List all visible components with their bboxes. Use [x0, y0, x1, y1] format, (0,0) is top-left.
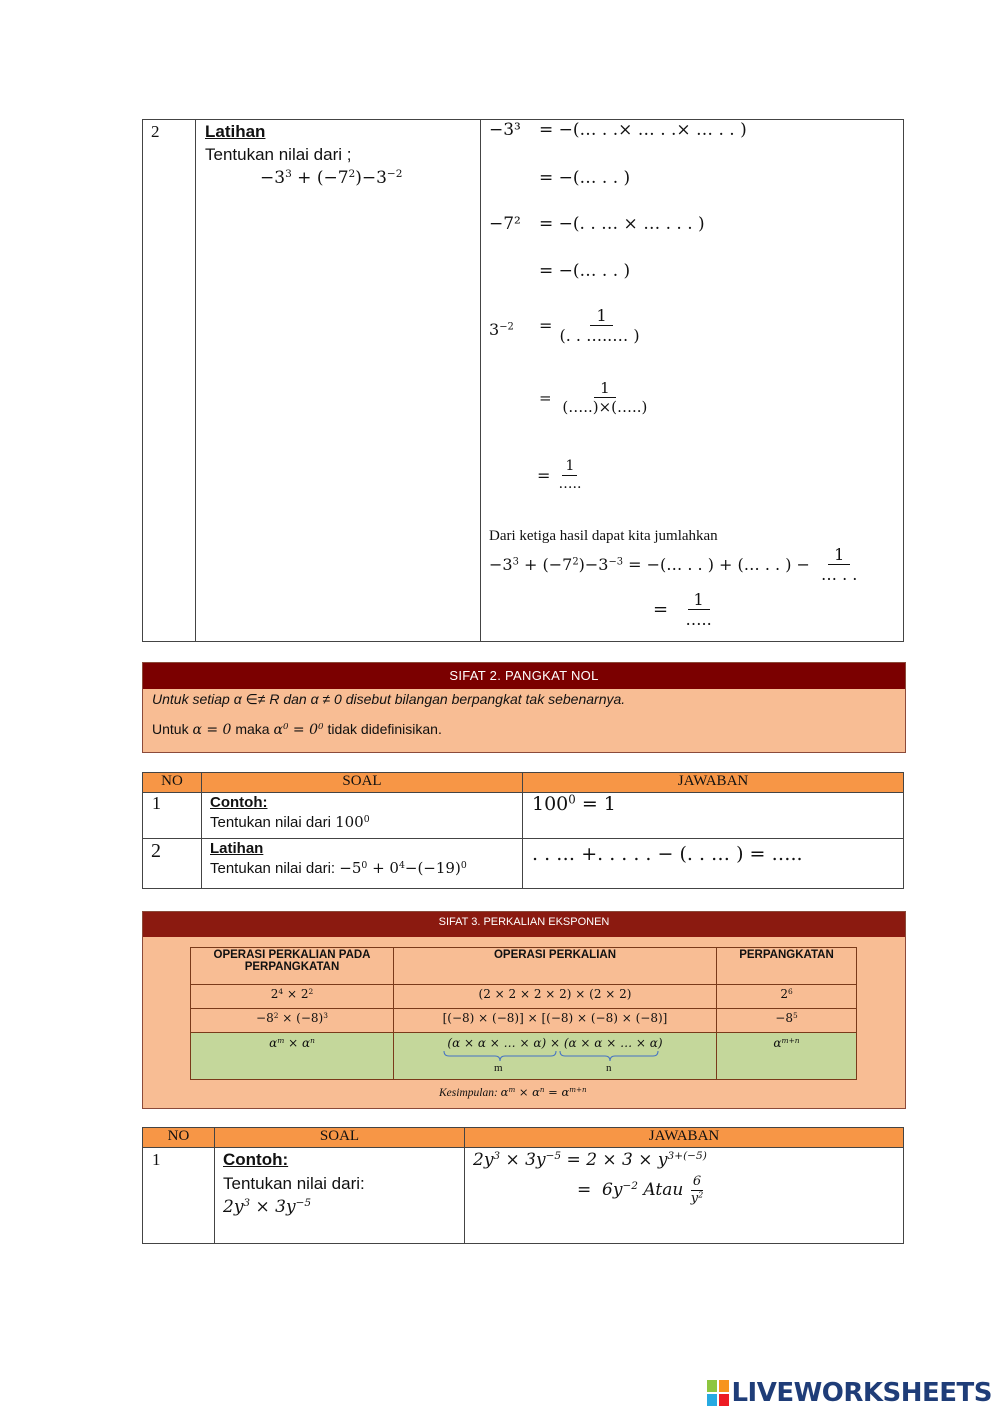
inner-r2-c2: (2 × 2 × 2 × 2) × (2 × 2) [394, 985, 717, 1009]
final-result: = $\frac{1}{\dots..}$ [653, 590, 718, 629]
inner-r2-c1: $2^4 \times 2^2$ [191, 985, 394, 1009]
sifat3-header: SIFAT 3. PERKALIAN EKSPONEN [143, 912, 905, 937]
step-rhs-4[interactable]: = −(… . . ) [539, 261, 631, 281]
step-rhs-2[interactable]: = −(… . . ) [539, 168, 631, 188]
sifat3-inner-table [190, 947, 857, 1080]
sifat2-line2-suffix: tidak didefinisikan. [327, 721, 442, 737]
sum-frac-num: 1 [828, 545, 850, 565]
contoh-label: Contoh: [210, 794, 268, 811]
header-no: NO [143, 1128, 215, 1148]
fraction-step-2: = $\frac{1}{(\dots..)\times(\dots..)}$ [539, 379, 653, 416]
header-soal: SOAL [215, 1128, 465, 1148]
header-no: NO [143, 773, 202, 793]
contoh-label: Contoh: [223, 1150, 289, 1169]
inner-header-2: OPERASI PERKALIAN [394, 948, 717, 985]
inner-r3-c2: [(−8) × (−8)] × [(−8) × (−8) × (−8)] [394, 1009, 717, 1033]
step-lhs-1: −3³ [489, 120, 521, 140]
liveworksheets-logo [707, 1378, 992, 1408]
brace-label-n: n [606, 1062, 612, 1074]
frac2-num: 1 [594, 379, 616, 398]
contoh-question: Tentukan nilai dari: [223, 1174, 365, 1193]
fraction-step-1: = $\frac{1}{(. . \dots..\dots )}$ [539, 306, 646, 345]
latihan-title: Latihan [205, 122, 266, 141]
step-rhs-3[interactable]: = −(. . … × … . . . ) [539, 214, 705, 234]
frac3-num: 1 [562, 458, 577, 476]
header-jawaban: JAWABAN [465, 1128, 904, 1148]
atau-word: Atau [643, 1180, 684, 1201]
brace-label-m: m [494, 1062, 503, 1074]
table-row [191, 985, 857, 1009]
latihan-question: Tentukan nilai dari: $-5^0 + 0^4-(-19)^0$ [210, 859, 467, 877]
row-number: 2 [143, 839, 202, 889]
row-number-cell [143, 120, 196, 642]
sifat3-box [142, 911, 906, 1109]
fraction-step-3: = $\frac{1}{\dots..}$ [537, 458, 584, 493]
step-rhs-1[interactable]: = −(… . .× … . .× … . . ) [539, 120, 747, 140]
sifat3-exercise-table [142, 1127, 904, 1244]
inner-header-3: PERPANGKATAN [717, 948, 857, 985]
inner-r4-c3: $\alpha^{m+n}$ [717, 1033, 857, 1080]
inner-r3-c3: $-8^5$ [717, 1009, 857, 1033]
sifat2-box [142, 662, 906, 753]
row-number: 1 [143, 1148, 215, 1244]
header-soal: SOAL [202, 773, 523, 793]
logo-text: LIVEWORKSHEETS [731, 1378, 992, 1408]
table-row [143, 793, 904, 839]
sifat2-header: SIFAT 2. PANGKAT NOL [143, 663, 905, 689]
latihan-answer[interactable]: . . … +. . . . . − (. . … ) = ….. [532, 843, 803, 865]
answer-frac-num: 6 [692, 1174, 702, 1189]
latihan-label: Latihan [210, 840, 264, 857]
row-number: 2 [151, 122, 160, 141]
sifat2-exercise-table [142, 772, 904, 889]
inner-r4-expression: (α × α × … × α) × (α × α × … × α) [447, 1036, 663, 1050]
inner-r2-c3: $2^6$ [717, 985, 857, 1009]
question-cell [196, 120, 481, 642]
answer-line2: = $6y^{-2}$ Atau $\frac{6}{y^2}$ [577, 1174, 704, 1206]
inner-header-1: OPERASI PERKALIAN PADA PERPANGKATAN [191, 948, 394, 985]
sifat3-conclusion: Kesimpulan: $\alpha^m \times \alpha^n = \alpha^{m+n}$ [439, 1085, 587, 1099]
sum-expression: $-3^3 + (-7^2)-3^{-3}$ = −(… . . ) + (… . . ) − $\frac{1}{\dots . .}$ [489, 545, 863, 584]
contoh-answer: $100^0 = 1$ [532, 792, 616, 815]
contoh-question: Tentukan nilai dari $100^0$ [210, 813, 370, 831]
frac1-num: 1 [590, 306, 612, 326]
answer-frac-den: $y^2$ [690, 1190, 704, 1206]
inner-r4-c2 [394, 1033, 717, 1080]
table-row [143, 1148, 904, 1244]
table-row [191, 1033, 857, 1080]
sifat2-line1: Untuk setiap α ∈≠ R dan α ≠ 0 disebut bilangan berpangkat tak sebenarnya. [152, 691, 626, 707]
row-number: 1 [143, 793, 202, 839]
frac3-den[interactable]: ….. [558, 475, 582, 492]
frac1-den[interactable]: (. . …..… ) [559, 326, 640, 346]
sifat2-line2: Untuk α = 0 maka $\alpha^0 = 0^0$ tidak didefinisikan. [152, 721, 442, 738]
step-lhs-5: $3^{-2}$ [489, 320, 514, 339]
step-lhs-3: −7² [489, 214, 521, 234]
header-jawaban: JAWABAN [523, 773, 904, 793]
latihan-instruction: Tentukan nilai dari ; [205, 145, 352, 164]
inner-r3-c1: $-8^2 \times (-8)^3$ [191, 1009, 394, 1033]
answer-line1: $2y^3 \times 3y^{-5} = 2 \times 3 \times y^{3+(-5)}$ [473, 1150, 707, 1170]
latihan-expression: $-3^3 + (-7^2)-3^{-2}$ [260, 168, 403, 188]
brace-graphic [394, 1050, 716, 1064]
logo-icon [707, 1380, 729, 1406]
table-row [191, 1009, 857, 1033]
latihan-table [142, 119, 904, 642]
final-num: 1 [688, 590, 710, 610]
contoh-expression: $2y^3 \times 3y^{-5}$ [223, 1197, 312, 1217]
inner-r4-c1: $\alpha^m \times \alpha^n$ [191, 1033, 394, 1080]
sum-frac-den[interactable]: … . . [821, 565, 858, 585]
sifat2-formula: α = 0 [192, 722, 232, 738]
final-den[interactable]: ….. [685, 610, 712, 630]
frac2-den[interactable]: (…..)×(…..) [562, 398, 648, 416]
answer-cell [481, 120, 904, 642]
table-row [143, 839, 904, 889]
sum-text: Dari ketiga hasil dapat kita jumlahkan [489, 528, 718, 544]
sifat2-line2-prefix: Untuk [152, 721, 189, 737]
